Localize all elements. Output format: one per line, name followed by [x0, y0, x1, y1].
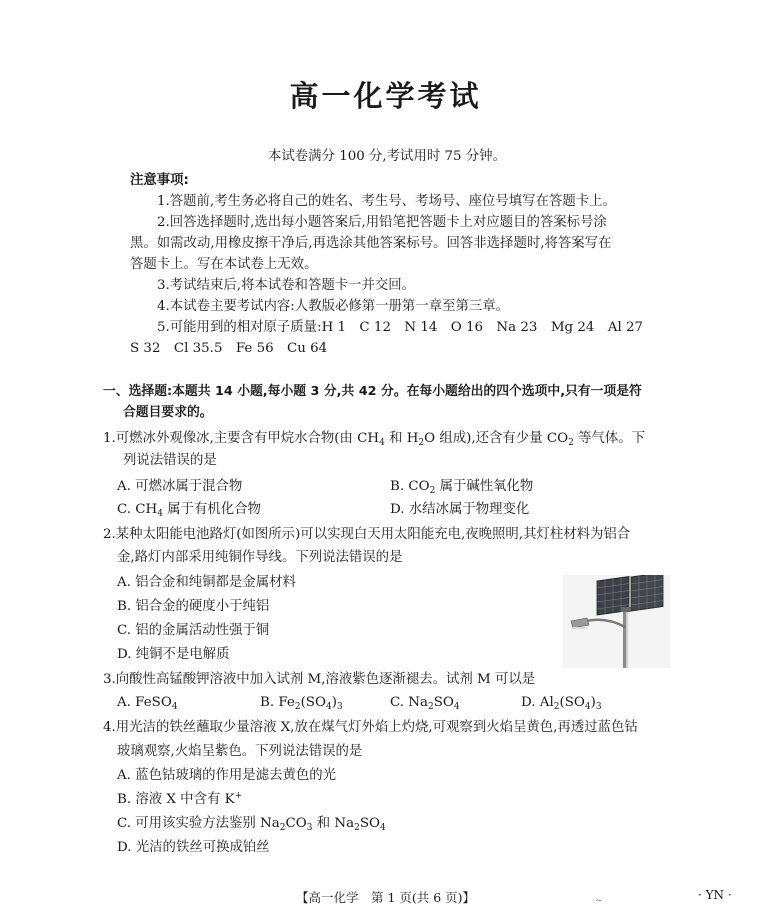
section-heading: 一、选择题:本题共 14 小题,每小题 3 分,共 42 分。在每小题给出的四个选项中,只有一项是符 [103, 384, 642, 399]
question-4-stem-cont: 玻璃观察,火焰呈紫色。下列说法错误的是 [117, 744, 363, 759]
exam-title: 高一化学考试 [289, 79, 482, 113]
question-4-stem: 4.用光洁的铁丝蘸取少量溶液 X,放在煤气灯外焰上灼烧,可观察到火焰呈黄色,再透过蓝色钴 [103, 720, 638, 735]
question-2-stem-cont: 金,路灯内部采用纯铜作导线。下列说法错误的是 [117, 550, 403, 565]
page-footer: 【高一化学 第 1 页(共 6 页)】 [295, 890, 476, 905]
question-3-stem: 3.向酸性高锰酸钾溶液中加入试剂 M,溶液紫色逐渐褪去。试剂 M 可以是 [103, 672, 536, 687]
question-2-option-d: D. 纯铜不是电解质 [117, 647, 230, 662]
question-4-option-d: D. 光洁的铁丝可换成铂丝 [117, 840, 270, 855]
note-line: 答题卡上。写在本试卷上无效。 [130, 257, 318, 272]
note-line: 2.回答选择题时,选出每小题答案后,用铅笔把答题卡上对应题目的答案标号涂 [157, 215, 607, 230]
question-3-option-c: C. $Na_2SO_4$ [390, 695, 460, 712]
question-4-option-b: B. 溶液 X 中含有 K+ [117, 791, 243, 807]
solar-lamp-image [563, 575, 670, 668]
question-1-option-b: B. $CO_2$ 属于碱性氧化物 [390, 479, 534, 496]
question-4-option-a: A. 蓝色钴玻璃的作用是滤去黄色的光 [117, 768, 337, 783]
exam-intro: 本试卷满分 100 分,考试用时 75 分钟。 [268, 149, 506, 164]
question-3-option-b: B. $Fe_2(SO_4)_3$ [260, 695, 343, 712]
question-1-option-d: D. 水结冰属于物理变化 [390, 502, 530, 517]
question-2-option-c: C. 铝的金属活动性强于铜 [117, 623, 270, 638]
question-3-option-a: A. FeSO$_4$ [117, 695, 178, 712]
note-line: 黑。如需改动,用橡皮擦干净后,再选涂其他答案标号。回答非选择题时,将答案写在 [130, 236, 612, 251]
question-2-option-b: B. 铝合金的硬度小于纯铝 [117, 599, 270, 614]
question-1-stem-cont: 列说法错误的是 [123, 453, 217, 468]
question-3-option-d: D. $Al_2(SO_4)_3$ [521, 695, 602, 712]
note-line: 4.本试卷主要考试内容:人教版必修第一册第一章至第三章。 [157, 299, 510, 314]
question-2-option-a: A. 铝合金和纯铜都是金属材料 [117, 575, 296, 590]
footer-dot: ~ [595, 896, 603, 906]
question-1-option-a: A. 可燃冰属于混合物 [117, 479, 243, 494]
corner-mark: · YN · [698, 888, 732, 902]
note-line: 3.考试结束后,将本试卷和答题卡一并交回。 [157, 278, 416, 293]
solar-street-lamp-illustration [563, 575, 670, 668]
question-1-stem: 1.可燃冰外观像冰,主要含有甲烷水合物(由 $CH_4$ 和 $H_2O$ 组成),还含有少量 $CO_2$ 等气体。下 [103, 431, 646, 448]
question-2-stem: 2.某种太阳能电池路灯(如图所示)可以实现白天用太阳能充电,夜晚照明,其灯柱材料为铝合 [103, 527, 631, 542]
notes-heading: 注意事项: [130, 173, 189, 188]
section-heading-cont: 合题目要求的。 [123, 405, 213, 420]
note-line: 5.可能用到的相对原子质量:H 1 C 12 N 14 O 16 Na 23 Mg 24 Al 27 [157, 320, 644, 335]
note-line: 1.答题前,考生务必将自己的姓名、考生号、考场号、座位号填写在答题卡上。 [157, 194, 616, 209]
note-line: S 32 Cl 35.5 Fe 56 Cu 64 [130, 341, 328, 356]
question-1-option-c: C. $CH_4$ 属于有机化合物 [117, 502, 261, 519]
question-4-option-c: C. 可用该实验方法鉴别 $Na_2CO_3$ 和 $Na_2SO_4$ [117, 816, 386, 833]
